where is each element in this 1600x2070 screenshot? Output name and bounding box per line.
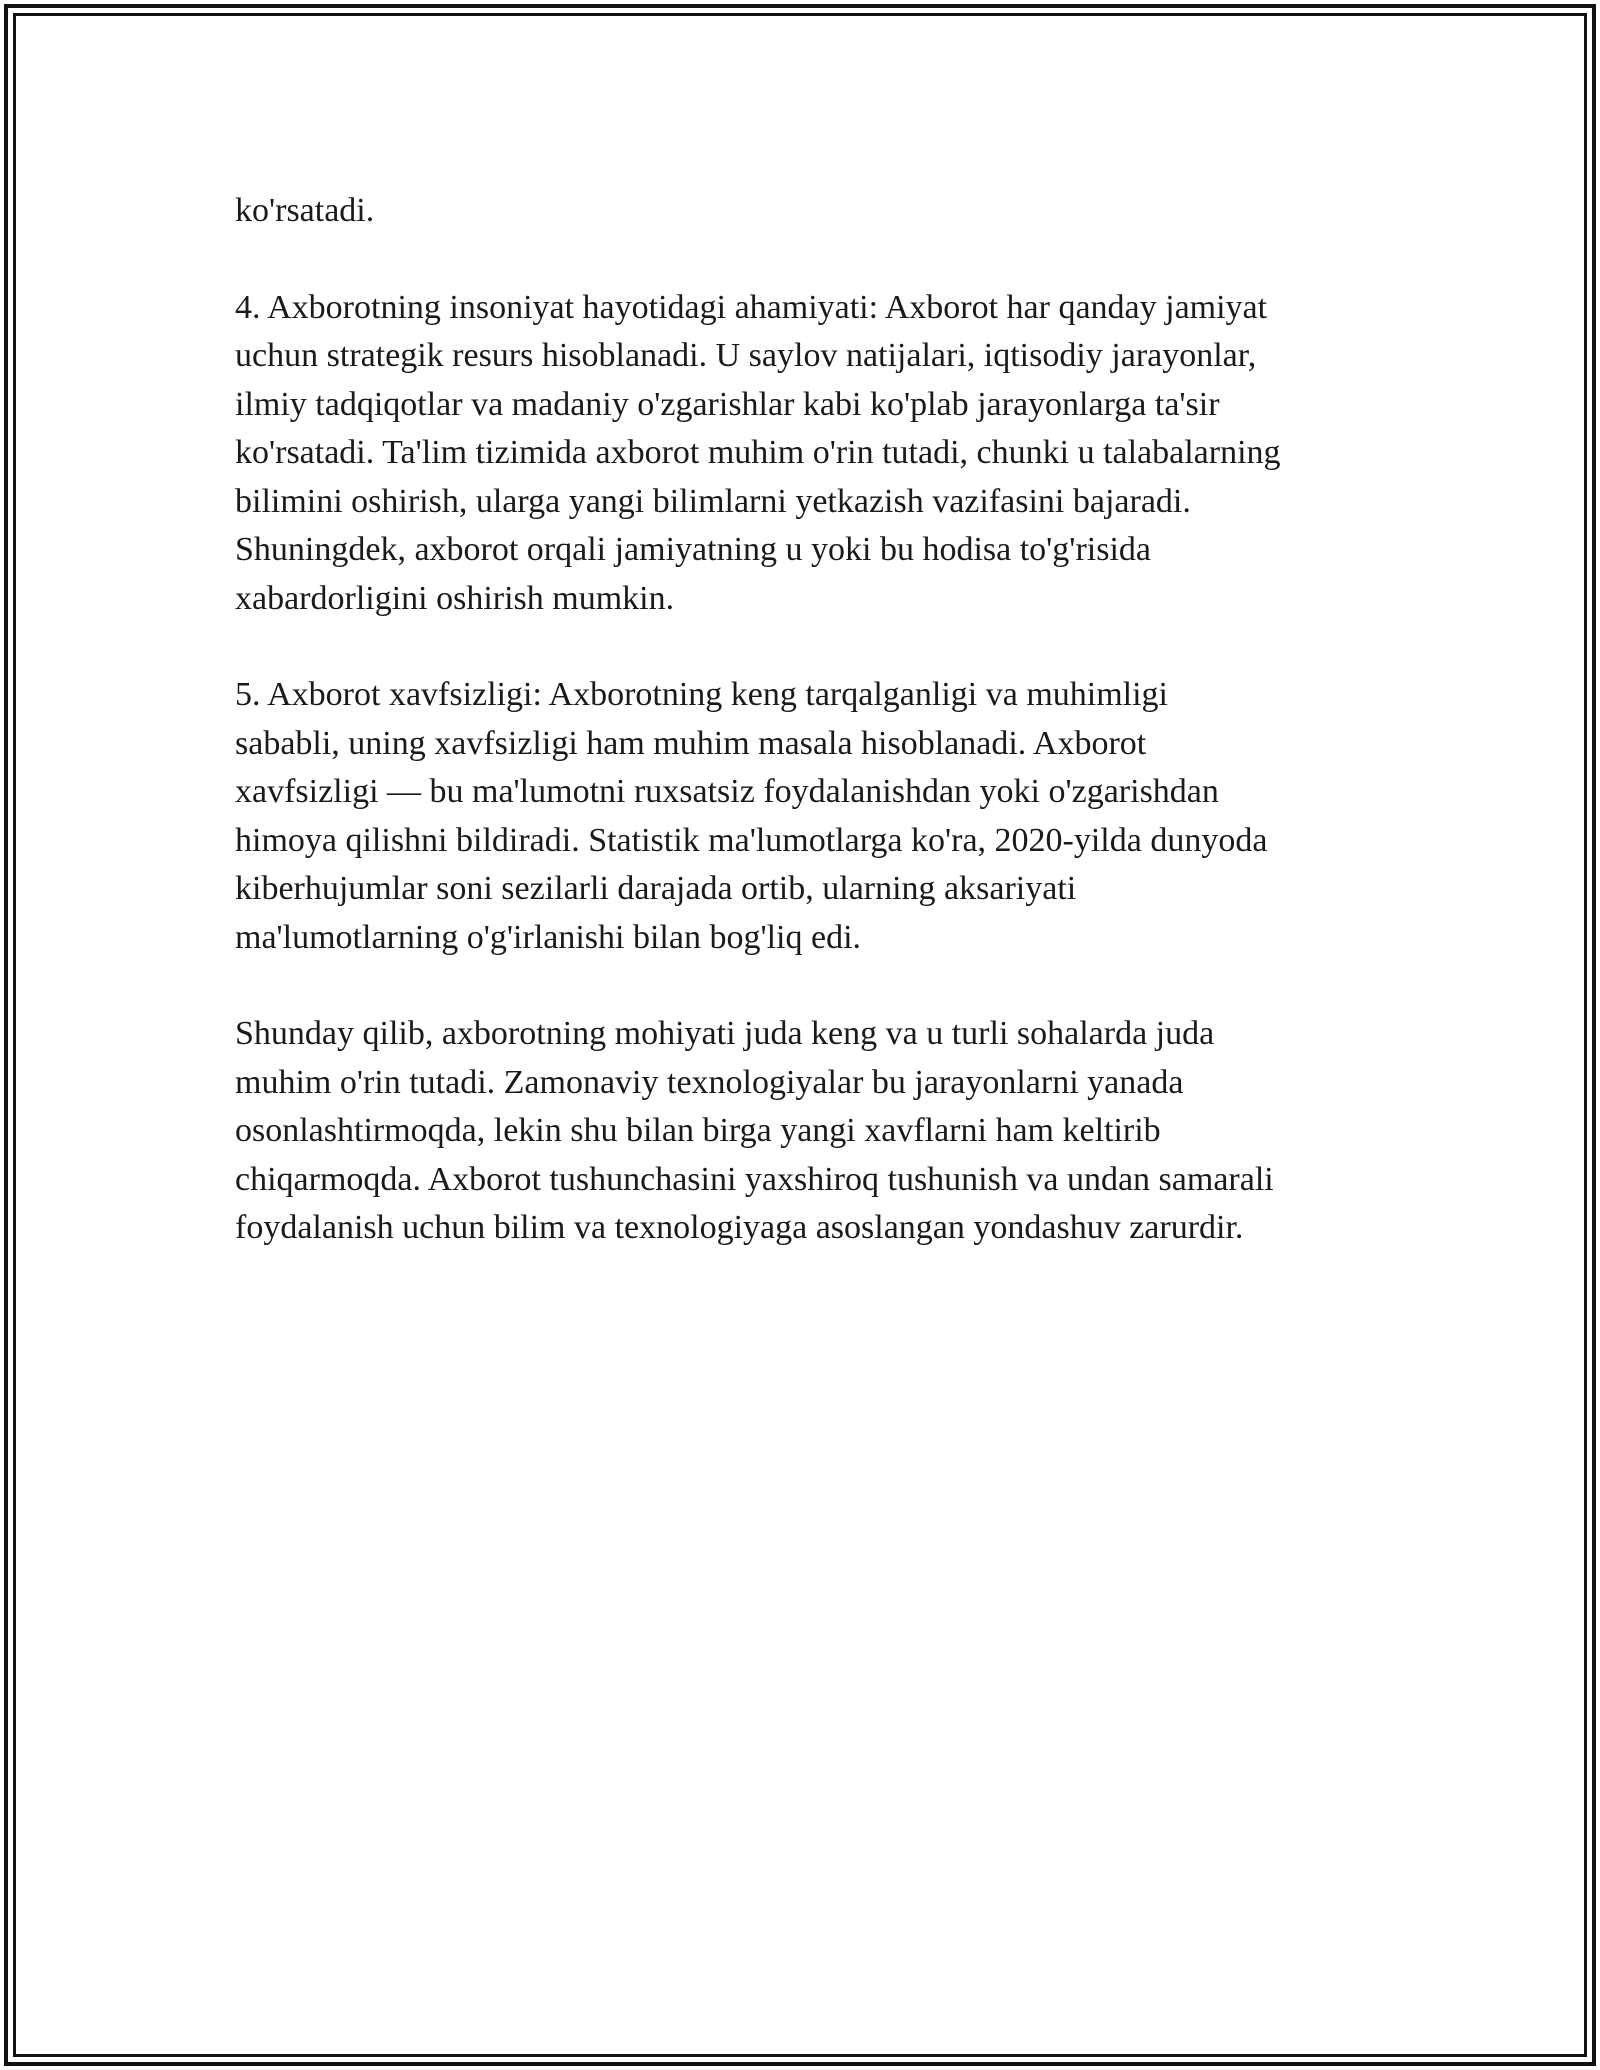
paragraph-conclusion: Shunday qilib, axborotning mohiyati juda keng va u turli sohalarda juda muhim o'rin tutadi. Zamonaviy texnologiyalar bu jarayonlarni yanada osonlashtirmoqda, lekin shu bilan birga yangi xavflarni ham keltirib chiqarmoqda. Axborot tushunchasini yaxshiroq tushunish va undan samarali foydalanish uchun bilim va texnologiyaga asoslangan yondashuv zarurdir.	[235, 1015, 1274, 1246]
paragraph-information-importance: 4. Axborotning insoniyat hayotidagi ahamiyati: Axborot har qanday jamiyat uchun strategik resurs hisoblanadi. U saylov natijalari, iqtisodiy jarayonlar, ilmiy tadqiqotlar va madaniy o'zgarishlar kabi ko'plab jarayonlarga ta'sir ko'rsatadi. Ta'lim tizimida axborot muhim o'rin tutadi, chunki u talabalarning bilimini oshirish, ularga yangi bilimlarni yetkazish vazifasini bajaradi. Shuningdek, axborot orqali jamiyatning u yoki bu hodisa to'g'risida xabardorligini oshirish mumkin.	[235, 288, 1281, 617]
paragraph-continuation: ko'rsatadi.	[235, 192, 375, 229]
paragraph-information-security: 5. Axborot xavfsizligi: Axborotning keng tarqalganligi va muhimligi sababli, uning xavfsizligi ham muhim masala hisoblanadi. Axborot xavfsizligi — bu ma'lumotni ruxsatsiz foydalanishdan yoki o'zgarishdan himoya qilishni bildiradi. Statistik ma'lumotlarga ko'ra, 2020-yilda dunyoda kiberhujumlar soni sezilarli darajada ortib, ularning aksariyati ma'lumotlarning o'g'irlanishi bilan bog'liq edi.	[235, 676, 1268, 956]
document-body	[235, 187, 1385, 1301]
